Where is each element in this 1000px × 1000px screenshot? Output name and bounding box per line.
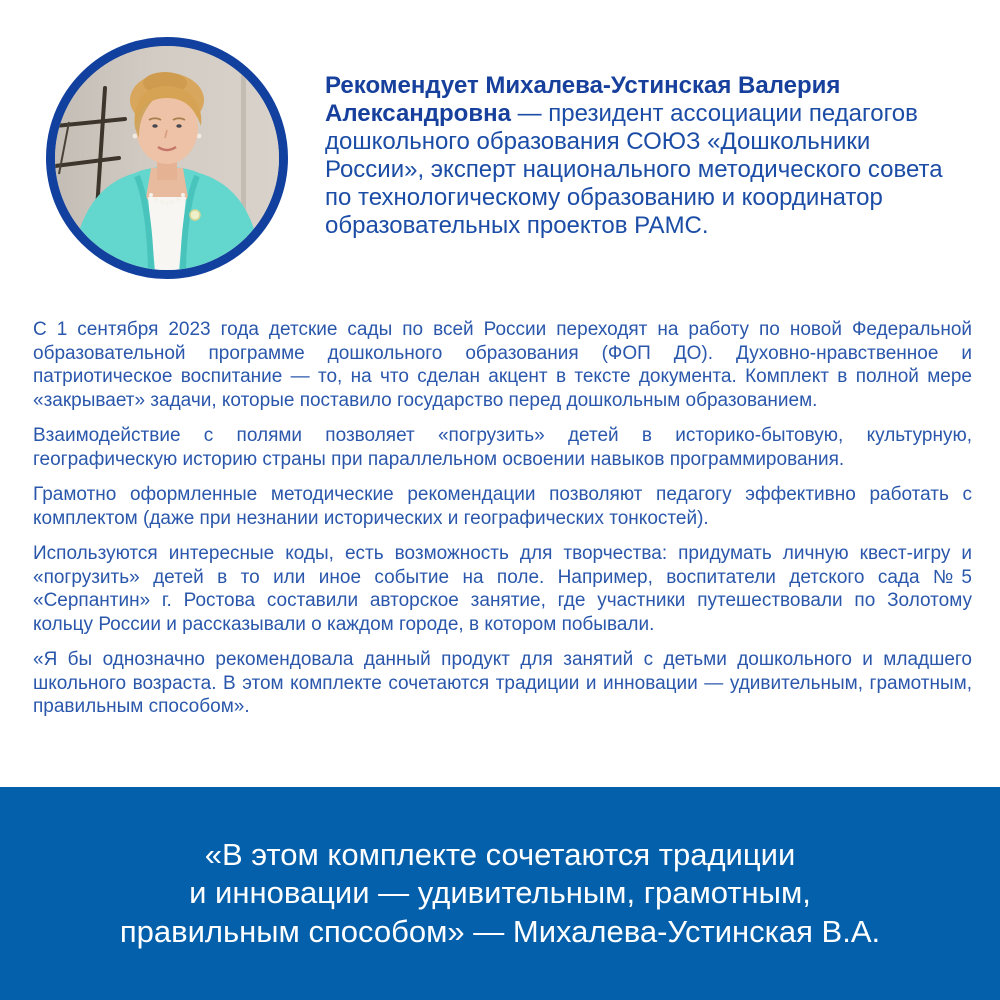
profile-photo [46,37,288,279]
paragraph-final-quote: «Я бы однозначно рекомендовала данный продукт для занятий с детьми дошкольного и младшего школьного возраста. В этом комплекте сочетаются традиции и инновации — удивительным, грамотным, правильным способом». [33,649,972,717]
quote-line-2: и инновации — удивительным, грамотным, [189,875,811,911]
recommender-title: — президент ассоциации педагогов дошкольного образования СОЮЗ «Дошкольники России», эксперт национального методического совета по технологическому образованию и координатор образовательных проектов РАМС. [325,100,943,239]
portrait-illustration [55,46,279,270]
quote-banner [0,787,1000,1000]
paragraph-fields-interaction: Взаимодействие с полями позволяет «погрузить» детей в историко-бытовую, культурную, географическую историю страны при параллельном освоении навыков программирования. [33,425,972,470]
recommendation-header [325,72,970,240]
paragraph-fop-do: С 1 сентября 2023 года детские сады по всей России переходят на работу по новой Федеральной образовательной программе дошкольного образования (ФОП ДО). Духовно-нравственное и патриотическое воспитание — то, на что сделан акцент в тексте документа. Комплект в полной мере «закрывает» задачи, которые поставило государство перед дошкольным образованием. [33,319,972,411]
quote-line-1: «В этом комплекте сочетаются традиции [204,836,796,872]
paragraph-quest-codes: Используются интересные коды, есть возможность для творчества: придумать личную квест-игру и «погрузить» детей в то или иное событие на поле. Например, воспитатели детского сада №5 «Серпантин» г. Ростова составили авторское занятие, где участники путешествовали по Золотому кольцу России и рассказывали о каждом городе, в котором побывали. [33,543,972,635]
testimonial-body [33,318,972,731]
quote-line-3: правильным способом» — Михалева-Устинская В.А. [119,913,881,949]
recommender-name: Рекомендует Михалева-Устинская Валерия Александровна [325,72,841,127]
paragraph-method-recommendations: Грамотно оформленные методические рекомендации позволяют педагогу эффективно работать с комплектом (даже при незнании исторических и географических тонкостей). [33,484,972,529]
